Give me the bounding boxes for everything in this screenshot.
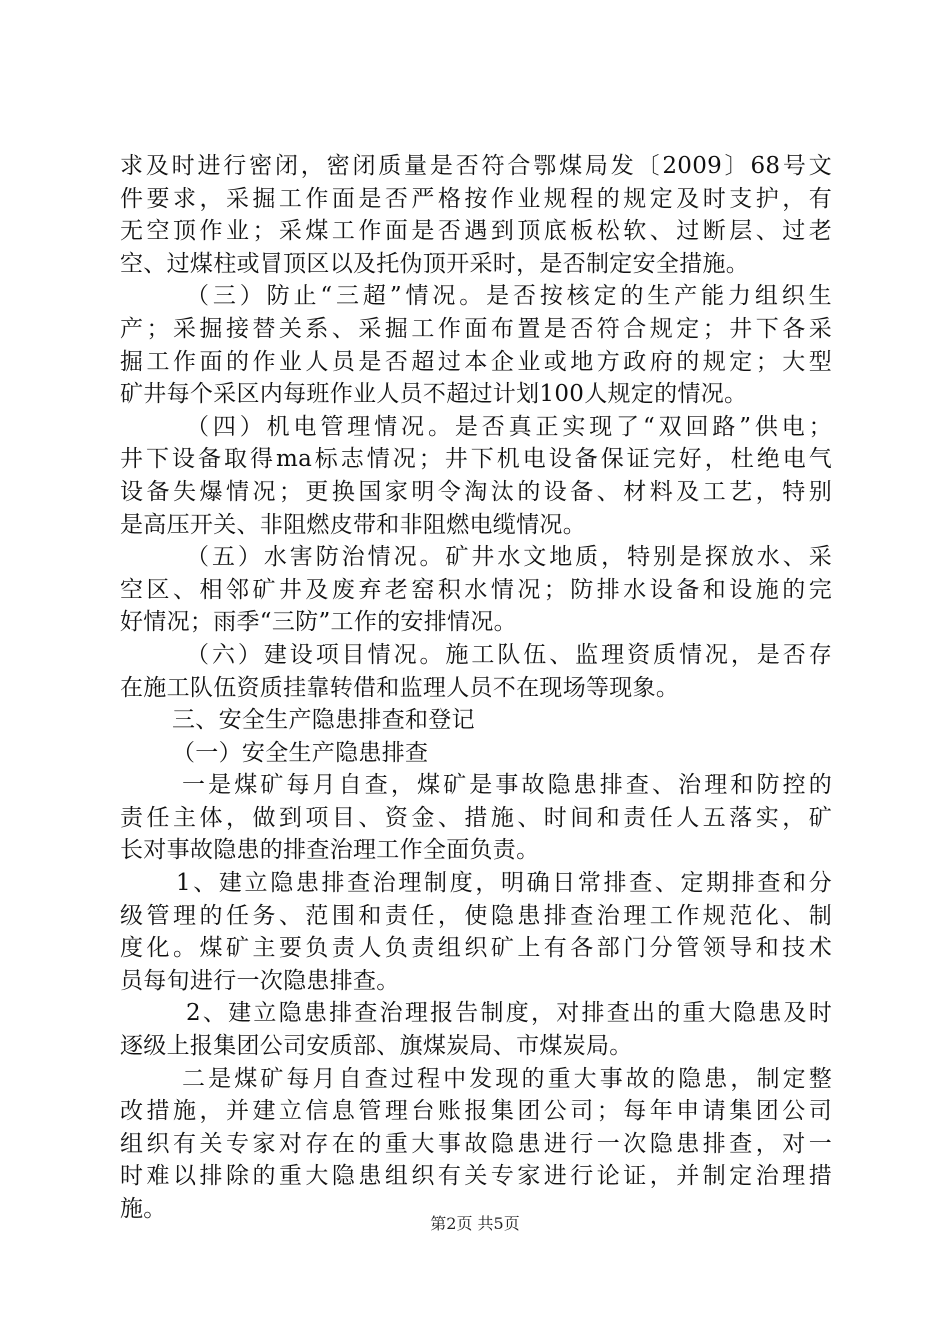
paragraph xyxy=(120,639,832,704)
paragraph xyxy=(120,997,832,1062)
text-line: 矿井每个采区内每班作业人员不超过计划100人规定的情况。 xyxy=(120,381,748,408)
document-body xyxy=(120,150,832,1226)
text-line: 长对事故隐患的排查治理工作全面负责。 xyxy=(120,837,540,864)
paragraph xyxy=(120,280,832,410)
text-line: 级管理的任务、范围和责任，使隐患排查治理工作规范化、制 xyxy=(120,902,832,929)
paragraph xyxy=(120,411,832,541)
text-line: 掘工作面的作业人员是否超过本企业或地方政府的规定；大型 xyxy=(120,348,832,375)
text-line: 件要求，采掘工作面是否严格按作业规程的规定及时支护，有 xyxy=(120,185,832,212)
text-line: 产；采掘接替关系、采掘工作面布置是否符合规定；井下各采 xyxy=(120,315,832,342)
text-line: 2、建立隐患排查治理报告制度，对排查出的重大隐患及时 xyxy=(186,1000,832,1027)
text-line: 施。 xyxy=(120,1196,167,1222)
text-line: 无空顶作业；采煤工作面是否遇到顶底板松软、过断层、过老 xyxy=(120,218,832,245)
text-line: （六）建设项目情况。施工队伍、监理资质情况，是否存 xyxy=(186,641,832,668)
text-line: 三、安全生产隐患排查和登记 xyxy=(172,707,475,734)
text-line: （五）水害防治情况。矿井水文地质，特别是探放水、采 xyxy=(186,544,832,571)
page-footer: 第2页 共5页 xyxy=(430,1214,520,1233)
text-line: 责任主体，做到项目、资金、措施、时间和责任人五落实，矿 xyxy=(120,804,832,831)
text-line: 1、建立隐患排查治理制度，明确日常排查、定期排查和分 xyxy=(176,870,832,897)
text-line: 改措施，并建立信息管理台账报集团公司；每年申请集团公司 xyxy=(120,1098,832,1125)
text-line: 时难以排除的重大隐患组织有关专家进行论证，并制定治理措 xyxy=(120,1163,832,1190)
text-line: 空、过煤柱或冒顶区以及托伪顶开采时，是否制定安全措施。 xyxy=(120,250,750,277)
text-line: 求及时进行密闭，密闭质量是否符合鄂煤局发〔2009〕68号文 xyxy=(120,153,832,179)
text-line: 度化。煤矿主要负责人负责组织矿上有各部门分管领导和技术 xyxy=(120,935,832,962)
text-line: 一是煤矿每月自查，煤矿是事故隐患排查、治理和防控的 xyxy=(182,772,832,799)
text-line: 组织有关专家对存在的重大事故隐患进行一次隐患排查，对一 xyxy=(120,1130,832,1157)
paragraph xyxy=(120,867,832,997)
paragraph xyxy=(120,150,832,280)
text-line: （三）防止“三超”情况。是否按核定的生产能力组织生 xyxy=(186,283,832,310)
text-line: （一）安全生产隐患排查 xyxy=(172,739,429,766)
text-line: 好情况；雨季“三防”工作的安排情况。 xyxy=(120,609,517,636)
text-line: 在施工队伍资质挂靠转借和监理人员不在现场等现象。 xyxy=(120,674,680,701)
text-line: 空区、相邻矿井及废弃老窑积水情况；防排水设备和设施的完 xyxy=(120,576,832,603)
text-line: 设备失爆情况；更换国家明令淘汰的设备、材料及工艺，特别 xyxy=(120,478,832,505)
text-line: 二是煤矿每月自查过程中发现的重大事故的隐患，制定整 xyxy=(182,1065,832,1092)
paragraph xyxy=(120,737,832,770)
paragraph xyxy=(120,704,832,737)
paragraph xyxy=(120,769,832,867)
text-line: 逐级上报集团公司安质部、旗煤炭局、市煤炭局。 xyxy=(120,1033,633,1060)
paragraph xyxy=(120,541,832,639)
text-line: 员每旬进行一次隐患排查。 xyxy=(120,967,400,994)
text-line: 井下设备取得ma标志情况；井下机电设备保证完好，杜绝电气 xyxy=(120,446,832,473)
paragraph xyxy=(120,1063,832,1226)
text-line: 是高压开关、非阻燃皮带和非阻燃电缆情况。 xyxy=(120,511,586,538)
text-line: （四）机电管理情况。是否真正实现了“双回路”供电； xyxy=(186,413,832,440)
